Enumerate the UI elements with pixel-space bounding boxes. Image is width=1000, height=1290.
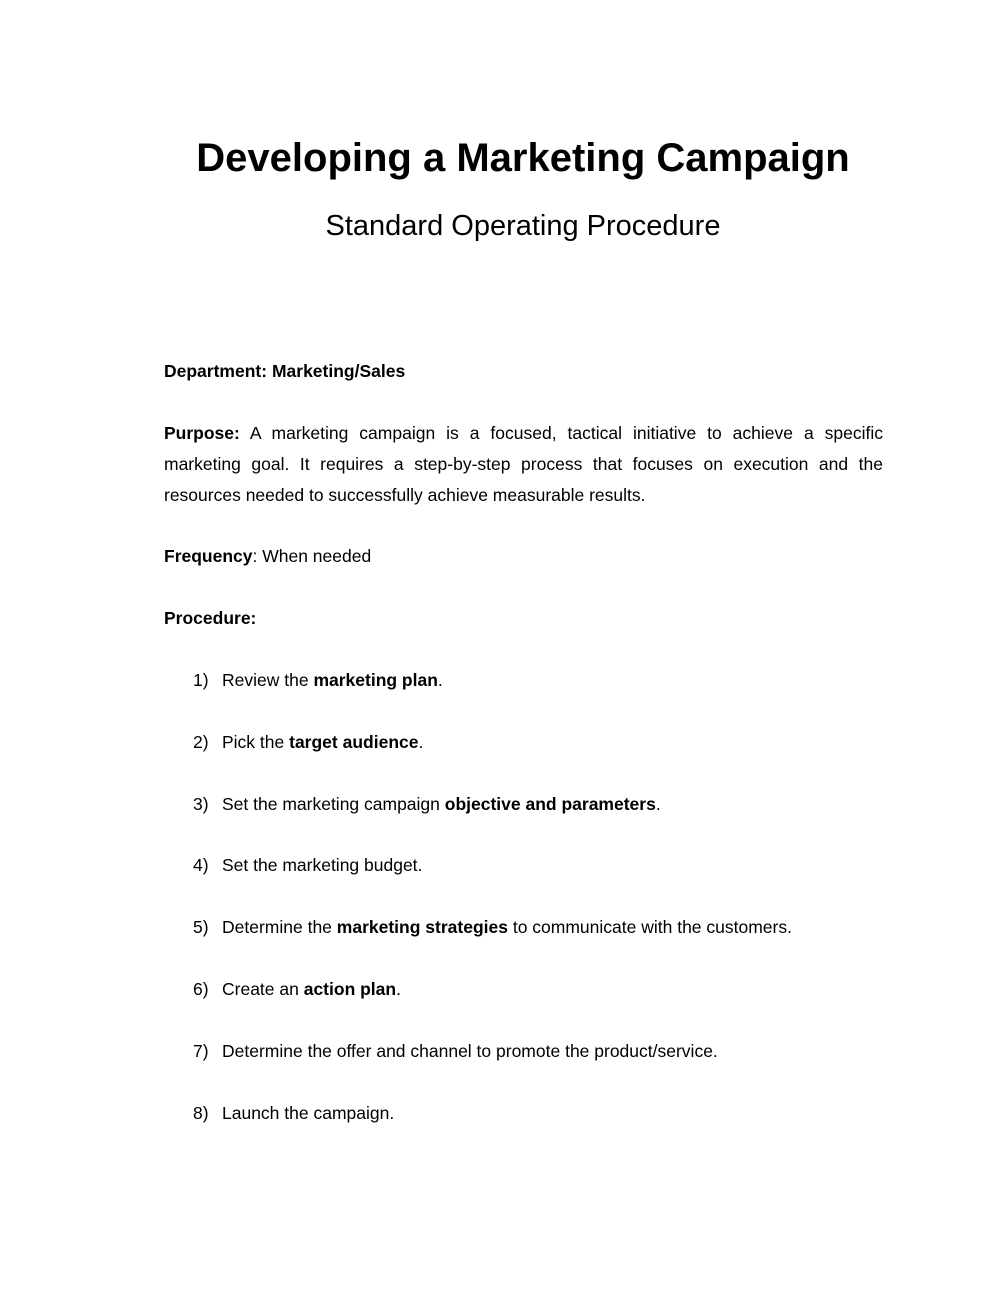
step-post: . <box>437 670 443 690</box>
procedure-step <box>193 917 792 938</box>
procedure-step <box>193 1103 394 1124</box>
document-title: Developing a Marketing Campaign <box>196 136 850 180</box>
step-post: to communicate with the customers. <box>507 917 792 938</box>
step-post: . <box>396 979 401 999</box>
procedure-heading <box>164 603 883 634</box>
step-pre: Set the marketing campaign <box>222 793 445 814</box>
step-bold: marketing strategies <box>336 917 508 938</box>
step-bold: marketing plan <box>313 670 438 690</box>
step-pre: Pick the <box>222 731 290 752</box>
step-post: . <box>655 793 661 814</box>
step-pre: Create an <box>222 979 304 999</box>
procedure-step <box>193 855 422 876</box>
department-value: Marketing/Sales <box>271 361 406 381</box>
step-num: 1) <box>193 670 209 690</box>
step-pre: Determine the offer and channel to promote the product/service. <box>222 1040 718 1061</box>
step-bold: target audience <box>289 731 419 752</box>
frequency-line <box>164 541 883 572</box>
procedure-step <box>193 732 423 753</box>
purpose-label: Purpose: <box>164 423 240 443</box>
purpose-text: A marketing campaign is a focused, tactical initiative to achieve a specific marketing goal. It requires a step-by-step process that focuses on execution and the resources needed to successfully achieve measurable results. <box>164 423 883 505</box>
department-label: Department: <box>164 361 268 381</box>
step-num: 8) <box>193 1102 209 1123</box>
procedure-step <box>193 979 401 1000</box>
procedure-label: Procedure: <box>164 608 257 628</box>
purpose-paragraph <box>164 418 883 511</box>
step-pre: Determine the <box>222 917 337 938</box>
department-line <box>164 356 883 387</box>
step-num: 7) <box>193 1040 209 1061</box>
procedure-step <box>193 670 443 691</box>
procedure-step <box>193 1041 718 1062</box>
step-pre: Set the marketing budget. <box>222 855 423 876</box>
frequency-label: Frequency <box>164 546 253 566</box>
procedure-step <box>193 794 661 815</box>
step-bold: action plan <box>303 979 397 999</box>
step-num: 3) <box>193 793 209 814</box>
step-num: 5) <box>193 917 209 938</box>
step-pre: Review the <box>222 670 314 690</box>
step-pre: Launch the campaign. <box>222 1102 395 1123</box>
document-subtitle: Standard Operating Procedure <box>325 210 721 242</box>
step-post: . <box>418 731 424 752</box>
step-bold: objective and parameters <box>444 793 656 814</box>
frequency-value: : When needed <box>252 546 372 566</box>
step-num: 6) <box>193 979 209 999</box>
step-num: 2) <box>193 731 209 752</box>
step-num: 4) <box>193 855 209 876</box>
